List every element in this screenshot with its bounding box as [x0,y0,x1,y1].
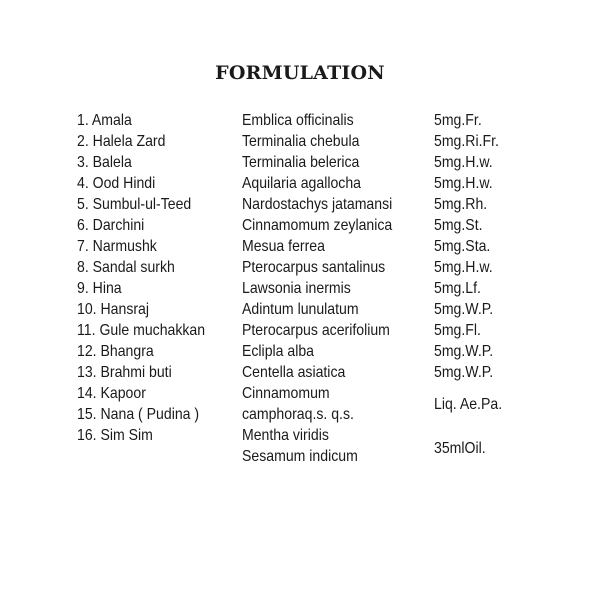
botanical-name: camphoraq.s. q.s. [242,406,354,423]
ingredient-name-column [77,110,205,446]
dosage-value: 5mg.Sta. [434,238,491,255]
ingredient-name: 4. Ood Hindi [77,175,156,192]
dosage-value: 5mg.W.P. [434,343,494,360]
ingredient-name: 15. Nana ( Pudina ) [77,406,200,423]
botanical-name: Terminalia belerica [242,154,360,171]
ingredient-name: 16. Sim Sim [77,427,153,444]
ingredient-name: 13. Brahmi buti [77,364,172,381]
dosage-column [434,110,502,471]
ingredient-name: 3. Balela [77,154,132,171]
dosage-value: 5mg.W.P. [434,301,494,318]
botanical-name: Centella asiatica [242,364,346,381]
ingredient-name: 7. Narmushk [77,238,157,255]
dosage-value: 5mg.Fr. [434,112,482,129]
dosage-value: 35mlOil. [434,440,486,457]
dosage-value: 5mg.St. [434,217,483,234]
botanical-name: Sesamum indicum [242,448,358,465]
ingredient-name: 12. Bhangra [77,343,154,360]
ingredient-name: 5. Sumbul-ul-Teed [77,196,192,213]
botanical-name: Lawsonia inermis [242,280,351,297]
botanical-name: Nardostachys jatamansi [242,196,393,213]
dosage-value: 5mg.Ri.Fr. [434,133,499,150]
dosage-value: Liq. Ae.Pa. [434,396,503,413]
ingredient-name: 10. Hansraj [77,301,150,318]
dosage-value: 5mg.W.P. [434,364,494,381]
botanical-name: Mesua ferrea [242,238,325,255]
dosage-value: 5mg.H.w. [434,154,493,171]
botanical-name: Mentha viridis [242,427,329,444]
botanical-name: Cinnamomum zeylanica [242,217,393,234]
ingredient-name: 11. Gule muchakkan [77,322,206,339]
ingredient-name: 14. Kapoor [77,385,146,402]
dosage-value: 5mg.H.w. [434,259,493,276]
botanical-name: Adintum lunulatum [242,301,359,318]
ingredient-name: 6. Darchini [77,217,145,234]
botanical-name: Emblica officinalis [242,112,354,129]
botanical-name: Aquilaria agallocha [242,175,361,192]
ingredient-name: 1. Amala [77,112,132,129]
ingredient-name: 2. Halela Zard [77,133,166,150]
dosage-value: 5mg.H.w. [434,175,493,192]
botanical-name: Eclipla alba [242,343,315,360]
dosage-value: 5mg.Rh. [434,196,488,213]
botanical-name: Pterocarpus acerifolium [242,322,390,339]
botanical-name: Cinnamomum [242,385,330,402]
dosage-value: 5mg.Fl. [434,322,481,339]
dosage-value: 5mg.Lf. [434,280,481,297]
botanical-name: Terminalia chebula [242,133,360,150]
ingredient-name: 9. Hina [77,280,122,297]
botanical-name-column [242,110,392,467]
ingredient-name: 8. Sandal surkh [77,259,175,276]
page-title: FORMULATION [215,62,385,84]
botanical-name: Pterocarpus santalinus [242,259,386,276]
